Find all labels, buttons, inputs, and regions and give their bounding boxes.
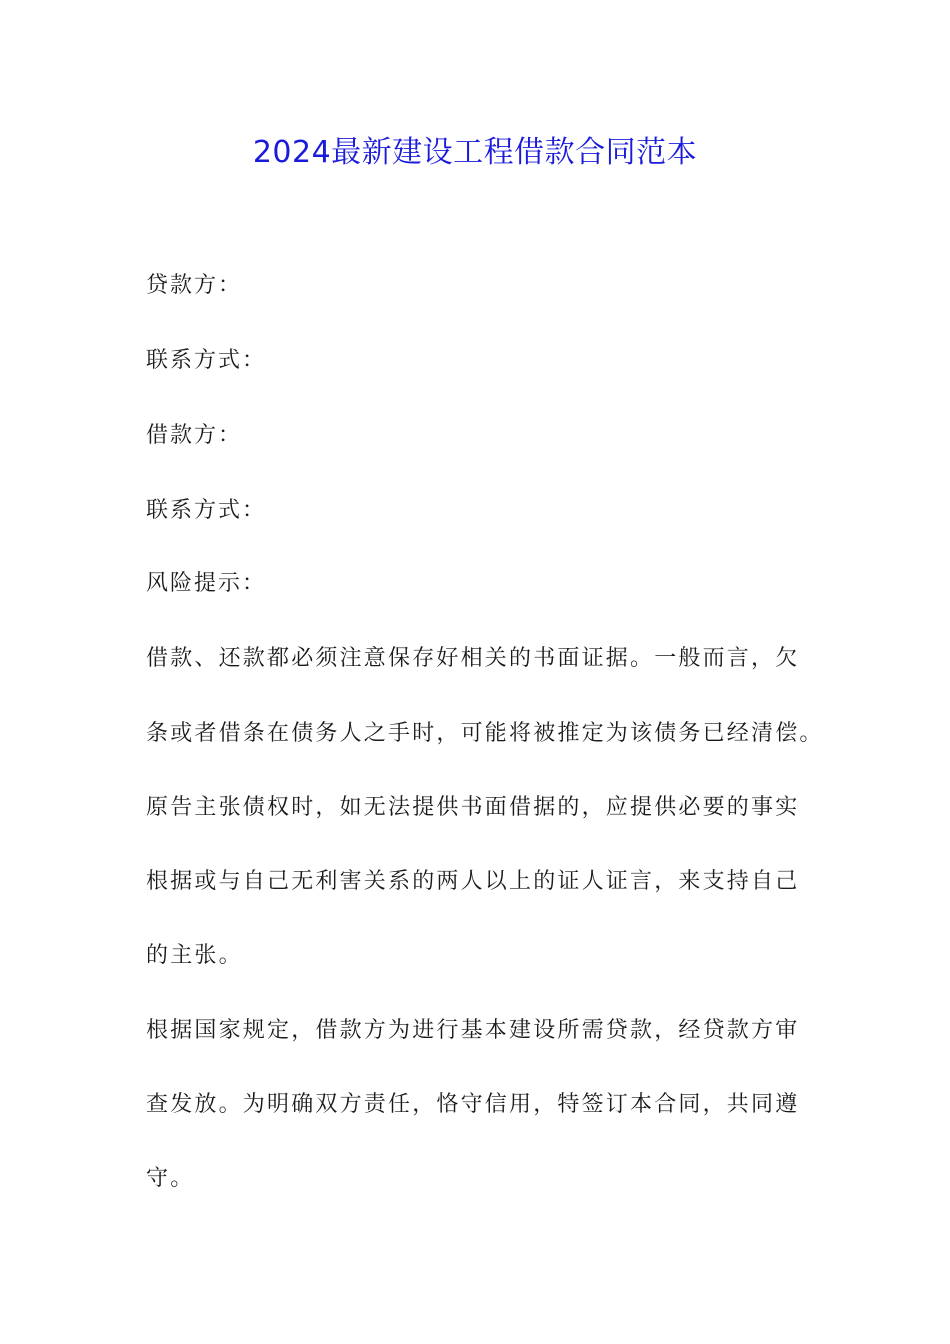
paragraph-line: 守。 (146, 1166, 195, 1191)
paragraph-line: 查发放。为明确双方责任，恪守信用，特签订本合同，共同遵 (146, 1092, 800, 1117)
borrower-contact-field-label: 联系方式： (146, 498, 267, 523)
paragraph-line: 借款、还款都必须注意保存好相关的书面证据。一般而言，欠 (146, 646, 800, 671)
paragraph-line: 根据或与自己无利害关系的两人以上的证人证言，来支持自己 (146, 869, 800, 894)
lender-contact-field-label: 联系方式： (146, 348, 267, 373)
paragraph-line: 的主张。 (146, 943, 243, 968)
borrower-field-label: 借款方： (146, 423, 243, 448)
paragraph-line: 条或者借条在债务人之手时，可能将被推定为该债务已经清偿。 (146, 721, 824, 746)
lender-field-label: 贷款方： (146, 273, 243, 298)
risk-notice-label: 风险提示： (146, 571, 267, 596)
paragraph-line: 原告主张债权时，如无法提供书面借据的，应提供必要的事实 (146, 795, 800, 820)
paragraph-line: 根据国家规定，借款方为进行基本建设所需贷款，经贷款方审 (146, 1018, 800, 1043)
document-title: 2024最新建设工程借款合同范本 (252, 135, 698, 170)
